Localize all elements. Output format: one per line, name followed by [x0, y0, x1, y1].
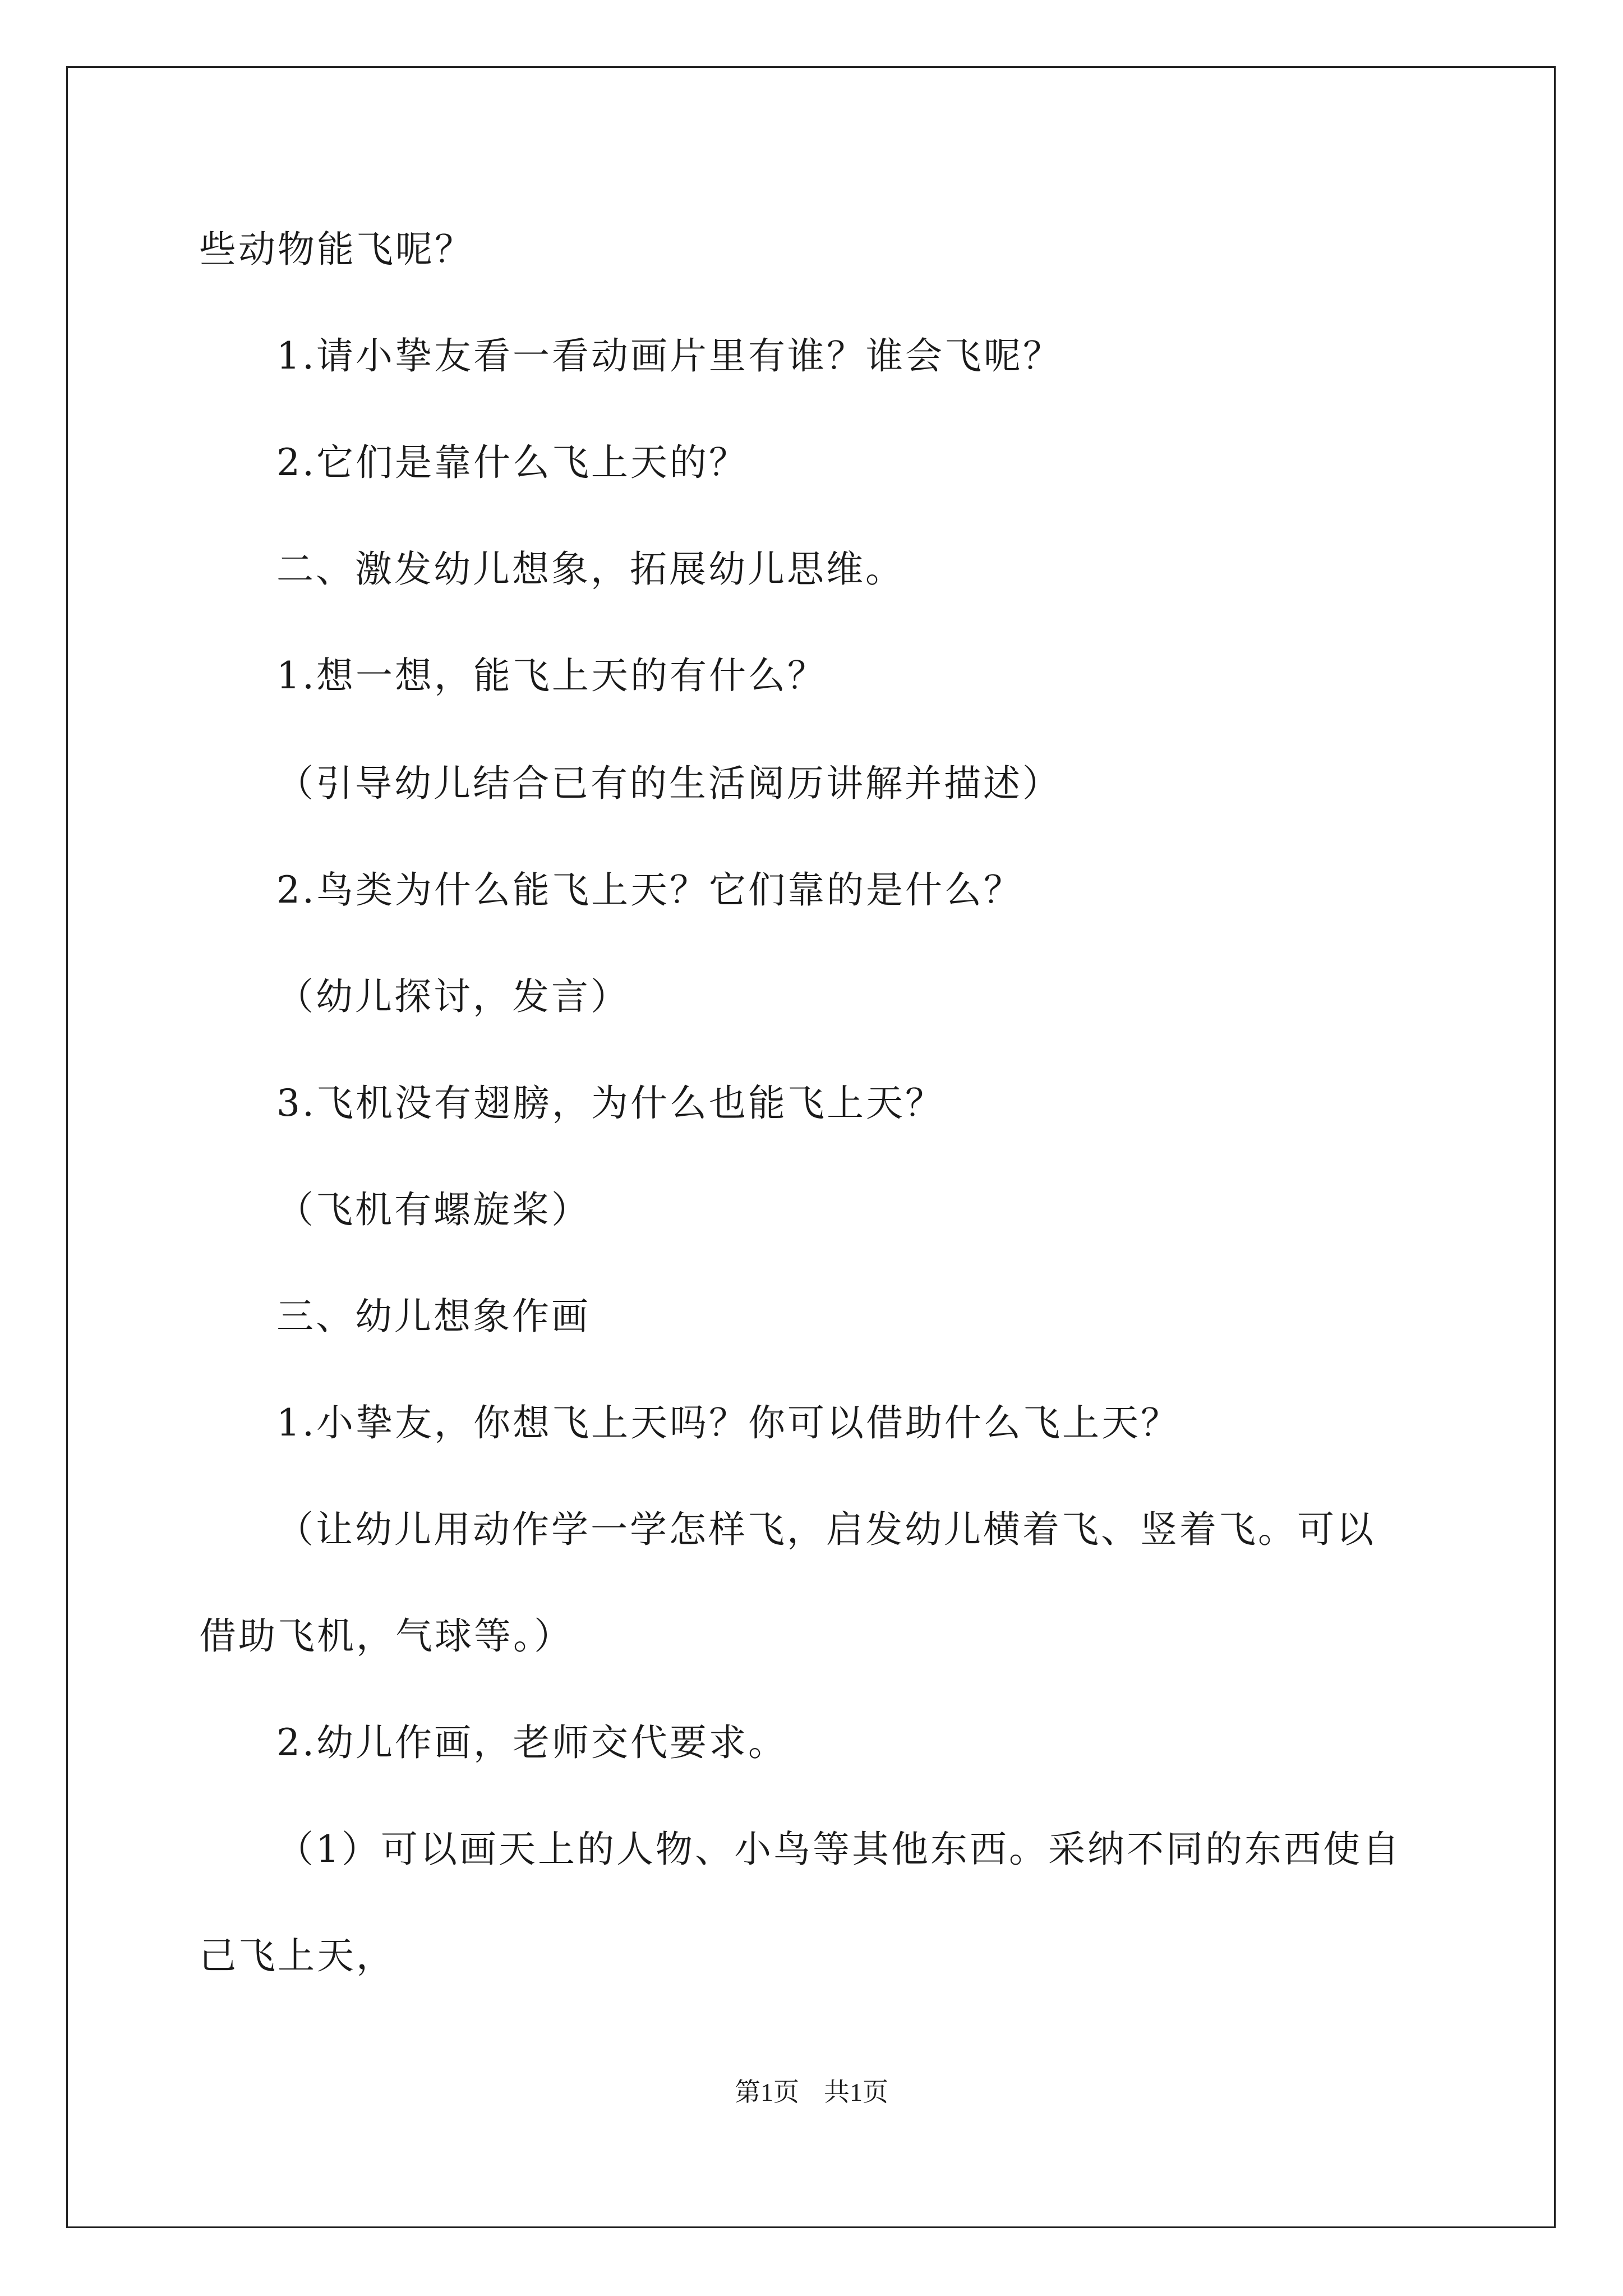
- sub-list-item: （1）可以画天上的人物、小鸟等其他东西。采纳不同的东西使自: [276, 1828, 1401, 1871]
- note-paragraph: （幼儿探讨，发言）: [276, 975, 630, 1018]
- list-item: 2.幼儿作画，老师交代要求。: [276, 1721, 787, 1764]
- list-item: 1.小挚友，你想飞上天吗？你可以借助什么飞上天？: [276, 1401, 1180, 1444]
- page-number: 第1页: [735, 2078, 799, 2106]
- list-item: 3.飞机没有翅膀，为什么也能飞上天？: [276, 1082, 944, 1125]
- page-footer: [0, 2076, 1623, 2109]
- note-paragraph: （让幼儿用动作学一学怎样飞，启发幼儿横着飞、竖着飞。可以: [276, 1508, 1376, 1551]
- section-heading: 二、激发幼儿想象，拓展幼儿思维。: [276, 547, 905, 591]
- list-item: 1.请小挚友看一看动画片里有谁？谁会飞呢？: [276, 334, 1062, 378]
- list-item: 2.鸟类为什么能飞上天？它们靠的是什么？: [276, 868, 1023, 912]
- list-item: 1.想一想，能飞上天的有什么？: [276, 654, 827, 697]
- sub-list-item-continuation: 己飞上天，: [199, 1934, 395, 1977]
- note-paragraph-continuation: 借助飞机，气球等。）: [199, 1614, 573, 1658]
- note-paragraph: （飞机有螺旋桨）: [276, 1188, 591, 1231]
- page-border: [66, 66, 1556, 2228]
- paragraph-continuation: 些动物能飞呢？: [199, 228, 474, 271]
- note-paragraph: （引导幼儿结合已有的生活阅历讲解并描述）: [276, 762, 1062, 805]
- page-total: 共1页: [824, 2078, 888, 2106]
- section-heading: 三、幼儿想象作画: [276, 1295, 591, 1338]
- list-item: 2.它们是靠什么飞上天的？: [276, 441, 748, 484]
